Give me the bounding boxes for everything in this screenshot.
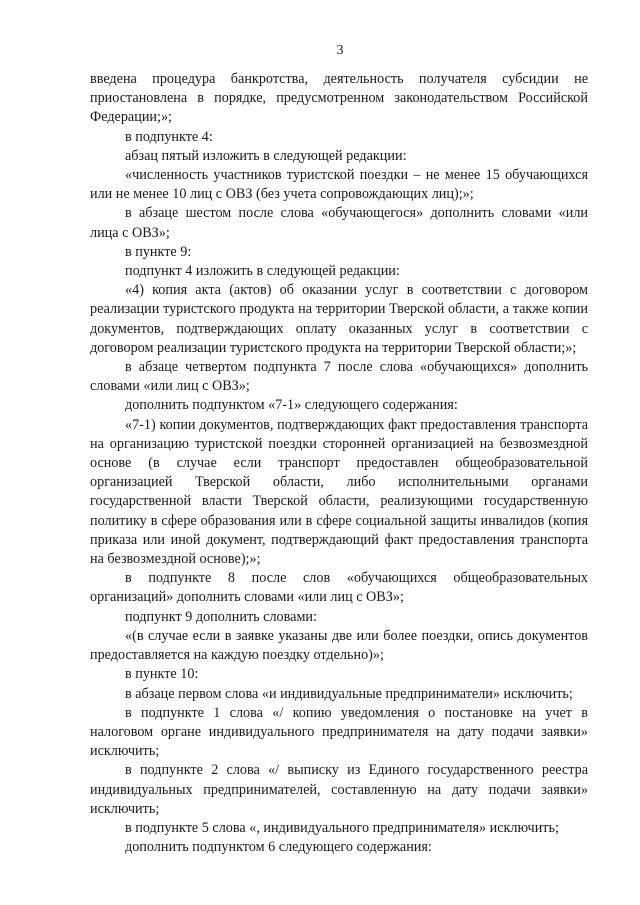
page-number: 3 bbox=[336, 43, 344, 58]
paragraph: подпункт 9 дополнить словами: bbox=[125, 608, 317, 625]
document-body bbox=[90, 70, 588, 857]
paragraph: «4) копия акта (актов) об оказании услуг в соответствии с договором реализации туристского продукта на территории Тверской области, а также копии документов, подтверждающих оплату оказанных услуг в соответствии с договором реализации туристского продукта на территории Тверской области;»; bbox=[90, 282, 588, 356]
paragraph: в подпункте 4: bbox=[125, 128, 213, 145]
paragraph: в пункте 10: bbox=[125, 666, 199, 683]
paragraph: в подпункте 5 слова «, индивидуального предпринимателя» исключить; bbox=[125, 819, 559, 836]
paragraph: в абзаце четвертом подпункта 7 после слова «обучающихся» дополнить словами «или лиц с ОВЗ»; bbox=[90, 359, 588, 395]
paragraph: абзац пятый изложить в следующей редакции: bbox=[125, 147, 407, 164]
paragraph: «численность участников туристской поездки – не менее 15 обучающихся или не менее 10 лиц с ОВЗ (без учета сопровождающих лиц);»; bbox=[90, 167, 588, 203]
paragraph: введена процедура банкротства, деятельность получателя субсидии не приостановлена в порядке, предусмотренном законодательством Российской Федерации;»; bbox=[90, 71, 588, 126]
paragraph: в подпункте 1 слова «/ копию уведомления о постановке на учет в налоговом органе индивидуального предпринимателя на дату подачи заявки» исключить; bbox=[90, 704, 588, 760]
paragraph: «7-1) копии документов, подтверждающих факт предоставления транспорта на организацию туристской поездки сторонней организацией на безвозмездной основе (в случае если транспорт предоставлен общеобразовательной организацией Тверской области, либо исполнительными органами государственной власти Тверской области, реализующими государственную политику в сфере образования или в сфере социальной защиты инвалидов (копия приказа или иной документ, подтверждающий факт предоставления транспорта на безвозмездной основе);»; bbox=[90, 416, 588, 568]
paragraph: дополнить подпунктом 6 следующего содержания: bbox=[125, 839, 432, 856]
paragraph: в подпункте 8 после слов «обучающихся общеобразовательных организаций» дополнить словами «или лиц с ОВЗ»; bbox=[90, 570, 588, 606]
paragraph: подпункт 4 изложить в следующей редакции: bbox=[125, 263, 400, 280]
paragraph: в подпункте 2 слова «/ выписку из Единого государственного реестра индивидуальных предпринимателей, составленную на дату подачи заявки» исключить; bbox=[90, 762, 588, 817]
paragraph: дополнить подпунктом «7-1» следующего содержания: bbox=[125, 397, 458, 414]
paragraph: в пункте 9: bbox=[125, 243, 192, 260]
paragraph: в абзаце шестом после слова «обучающегося» дополнить словами «или лица с ОВЗ»; bbox=[90, 205, 588, 241]
paragraph: «(в случае если в заявке указаны две или более поездки, опись документов предоставляется на каждую поездку отдельно)»; bbox=[90, 627, 588, 664]
paragraph: в абзаце первом слова «и индивидуальные предприниматели» исключить; bbox=[125, 685, 573, 702]
